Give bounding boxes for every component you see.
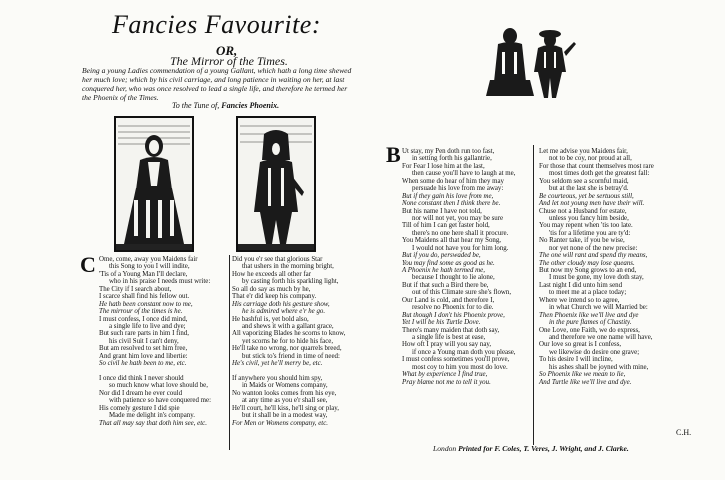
verse-line: For Men or Womens company, etc. [232, 419, 329, 427]
verse-line: Nor did I dream he ever could [99, 389, 183, 397]
verse-line: Pray blame not me to tell it you. [402, 378, 491, 386]
verse-line: to meet me at a place today; [549, 289, 627, 297]
verse-line: His carriage doth his gesture show, [232, 300, 330, 308]
verse-line: But now my Song grows to an end, [539, 267, 637, 274]
verse-line: No wanton looks comes from his eye, [232, 389, 337, 397]
verse-line: Ut stay, my Pen doth run too fast, [402, 148, 495, 155]
verse-line: nor yet none of the new precise: [549, 244, 638, 252]
verse-line: and shews it with a gallant grace, [242, 322, 334, 330]
verse-line: Made me delight in's company. [109, 412, 195, 420]
verse-line: But though I don't his Phoenix prove, [402, 311, 505, 319]
verse-line: then cause you'll have to laugh at me, [412, 170, 516, 178]
verse-line: in the pure flames of Chastity. [549, 319, 632, 327]
verse-line: at any time as you e'r shall see, [242, 397, 328, 405]
ballad-title: Fancies Favourite: [112, 10, 321, 39]
verse-line: What by experience I find true, [402, 371, 488, 379]
drop-cap-c: C [80, 252, 96, 277]
verse-line: So Phoenix like we mean to lie, [539, 371, 626, 379]
verse-line: but stick to's friend in time of need: [242, 352, 340, 360]
verse-line: Ome, come, away you Maidens fair [99, 256, 198, 263]
woodcut-couple [480, 22, 578, 102]
verse-line: most coy to him you most do love. [412, 363, 508, 371]
column-4 [539, 148, 654, 386]
woodcut-gallant [236, 116, 316, 252]
printer-imprint [433, 444, 629, 453]
description-line: the Phoenix of the Times. [82, 92, 159, 102]
imprint-prefix: London [433, 444, 457, 453]
verse-line: When some do hear of him they may [402, 177, 504, 185]
verse-line: Our Land is cold, and therefore I, [402, 296, 495, 304]
verse-line: Our love so great is I confess, [539, 341, 622, 349]
author-initials: C.H. [676, 428, 692, 437]
verse-line: There's many maiden that doth say, [402, 326, 500, 334]
verse-line: Last night I did unto him send [539, 281, 623, 289]
ballad-description [82, 67, 382, 103]
verse-line: I scarce shall find his fellow out. [99, 293, 190, 301]
verse-line: That all may say that doth him see, etc. [99, 419, 207, 427]
verse-line: His comely gesture I did spie [99, 404, 180, 412]
verse-line: All vaporizing Blades he scorns to know, [232, 330, 346, 338]
verse-line: Where we intend so to agree, [539, 296, 620, 304]
verse-line: But his name I have not told, [402, 207, 482, 215]
column-3 [402, 148, 516, 386]
verse-line: and therefore we one name will have, [549, 333, 653, 341]
verse-line: The mirrour of the times is he. [99, 308, 183, 316]
verse-line: Till of him I can get faster hold, [402, 222, 490, 230]
tune-line [172, 101, 279, 110]
verse-line [99, 368, 211, 375]
column-rule [229, 255, 230, 450]
verse-line: unless you fancy him beside, [549, 214, 629, 222]
verse-line: I would not have you for him long. [412, 244, 509, 252]
verse-line: He bashful is, yet bold also, [232, 315, 309, 323]
verse-line: He hath been constant now to me, [99, 300, 193, 308]
verse-line: I once did think I never should [99, 375, 184, 382]
verse-line: in Maids or Womens company, [242, 382, 328, 390]
verse-line: there's no one here shall it procure. [412, 229, 509, 237]
verse-line: he is admired where e'r he go. [242, 308, 326, 316]
verse-line: To his desire I will incline, [539, 356, 613, 364]
verse-line: But if that such a Bird there be, [402, 281, 489, 289]
verse-line: resolve no Phoenix for to die. [412, 304, 494, 312]
verse-line: None constant then I think there be. [402, 200, 501, 208]
verse-line: The one will rant and spend thy means, [539, 252, 648, 260]
column-2 [232, 256, 345, 427]
verse-line: Let me advise you Maidens fair, [539, 148, 628, 155]
woodcut-lady [114, 116, 194, 252]
ballad-subtitle: The Mirror of the Times. [170, 54, 288, 68]
tune-name: Fancies Phoenix. [221, 101, 280, 110]
verse-line: in what Church we will Married be: [549, 304, 648, 312]
verse-line: You may find some as good as he. [402, 259, 495, 267]
verse-line: Chuse not a Husband for estate, [539, 207, 627, 215]
verse-line: And grant him love and libertie: [99, 352, 188, 360]
verse-line: persuade his love from me away: [412, 185, 504, 193]
verse-line: I must confess sometimes you'll prove, [402, 356, 510, 364]
verse-line: who in his praise I needs must write: [109, 278, 211, 286]
description-line: her much love; which by his civil carriage, and long patience in waiting on her, at last [82, 74, 345, 84]
verse-line: How oft I pray will you say nay, [402, 341, 492, 349]
imprint-text: Printed for F. Coles, T. Veres, J. Wright, and J. Clarke. [458, 444, 629, 453]
verse-line: that ushers in the morning bright, [242, 263, 334, 271]
verse-line: A Phoenix he hath termed me, [402, 267, 485, 274]
drop-cap-b: B [386, 142, 401, 167]
verse-line: Be courteous, yet be sertuous still, [539, 192, 634, 200]
verse-line: If anywhere you should him spy, [232, 375, 323, 382]
verse-line: 'Tis of a Young Man I'll declare, [99, 270, 188, 278]
verse-line: Then Phoenix like we'll live and dye [539, 311, 639, 319]
verse-line: But such rare parts in him I find, [99, 330, 189, 338]
verse-line: So all do say as much by he, [232, 285, 311, 293]
verse-line: 'tis for a lifetime you are ty'd: [549, 229, 631, 237]
verse-line: He'll take no wrong, nor quarrels breed, [232, 345, 342, 353]
tune-prefix: To the Tune of, [172, 101, 220, 110]
verse-line: You seldom see a scornful maid, [539, 177, 629, 185]
column-rule [533, 145, 534, 445]
verse-line: He's civil, yet he'll merry be, etc. [232, 360, 323, 368]
verse-line: For Fear I lose him at the last, [402, 162, 485, 170]
verse-line: How he exceeds all other far [232, 270, 312, 278]
verse-line: this Song to you I will indite, [109, 263, 190, 271]
verse-line [232, 368, 345, 375]
verse-line: with patience so have conquered me: [109, 397, 211, 405]
column-1 [99, 256, 211, 427]
verse-line: most times doth get the greatest fall: [549, 170, 650, 178]
verse-line: in setting forth his gallantrie, [412, 155, 492, 163]
verse-line: No Ranter take, if you be wise, [539, 237, 625, 245]
verse-line: But am resolved to set him free, [99, 345, 188, 353]
verse-line: The other cloudy may lose queans. [539, 259, 635, 267]
verse-line: I must be gone, my love doth stay, [549, 274, 644, 282]
verse-line: So civil he hath been to me, etc. [99, 360, 187, 368]
verse-line: That e'r did keep his company. [232, 293, 317, 301]
description-line: conquered her, who was once resolved to lead a single life, and therefore he termed her [82, 83, 348, 93]
verse-line: For those that count themselves most rare [539, 162, 654, 170]
verse-line: You Maidens all that hear my Song, [402, 237, 502, 245]
description-line: Being a young Ladies commendation of a young Gallant, which hath a long time shewed [82, 66, 352, 75]
verse-line: we likewise do desire one grave; [549, 348, 640, 356]
verse-line: He'll court, he'll kiss, he'll sing or play, [232, 404, 340, 412]
verse-line: You may repent when 'tis too late. [539, 222, 633, 230]
verse-line: Yet I will be his Turtle Dove. [402, 319, 481, 327]
verse-line: a single life to live and dye; [109, 322, 186, 330]
verse-line: Did you e'r see that glorious Star [232, 256, 323, 263]
verse-line: But if you do, perswaded be, [402, 252, 481, 260]
verse-line: if once a Young man doth you please, [412, 348, 516, 356]
verse-line: so much know what love should be, [109, 382, 208, 390]
verse-line: but at the last she is betray'd. [549, 185, 629, 193]
verse-line: by casting forth his sparkling light, [242, 278, 339, 286]
title-or: OR, [216, 43, 238, 58]
verse-line: I must confess, I once did mind, [99, 315, 188, 323]
verse-line: The City if I search about, [99, 285, 172, 293]
verse-line: his civil Suit I can't deny, [109, 337, 179, 345]
verse-line: yet scorns he for to hide his face, [242, 337, 334, 345]
verse-line: nor will not yet, you may be sure [412, 214, 504, 222]
verse-line: But if they gain his love from me, [402, 192, 494, 200]
verse-line: And Turtle like we'll live and dye. [539, 378, 632, 386]
verse-line: a single life is best at ease, [412, 333, 486, 341]
verse-line: not to be coy, nor proud at all, [549, 155, 632, 163]
verse-line: One Love, one Faith, we do express, [539, 326, 640, 334]
verse-line: his ashes shall be joyned with mine, [549, 363, 649, 371]
verse-line: because I thought to lie alone, [412, 274, 495, 282]
verse-line: And let not young men have their will. [539, 200, 645, 208]
verse-line: out of this Climate sure she's flown, [412, 289, 512, 297]
verse-line: but it shall be in a modest way, [242, 412, 328, 420]
